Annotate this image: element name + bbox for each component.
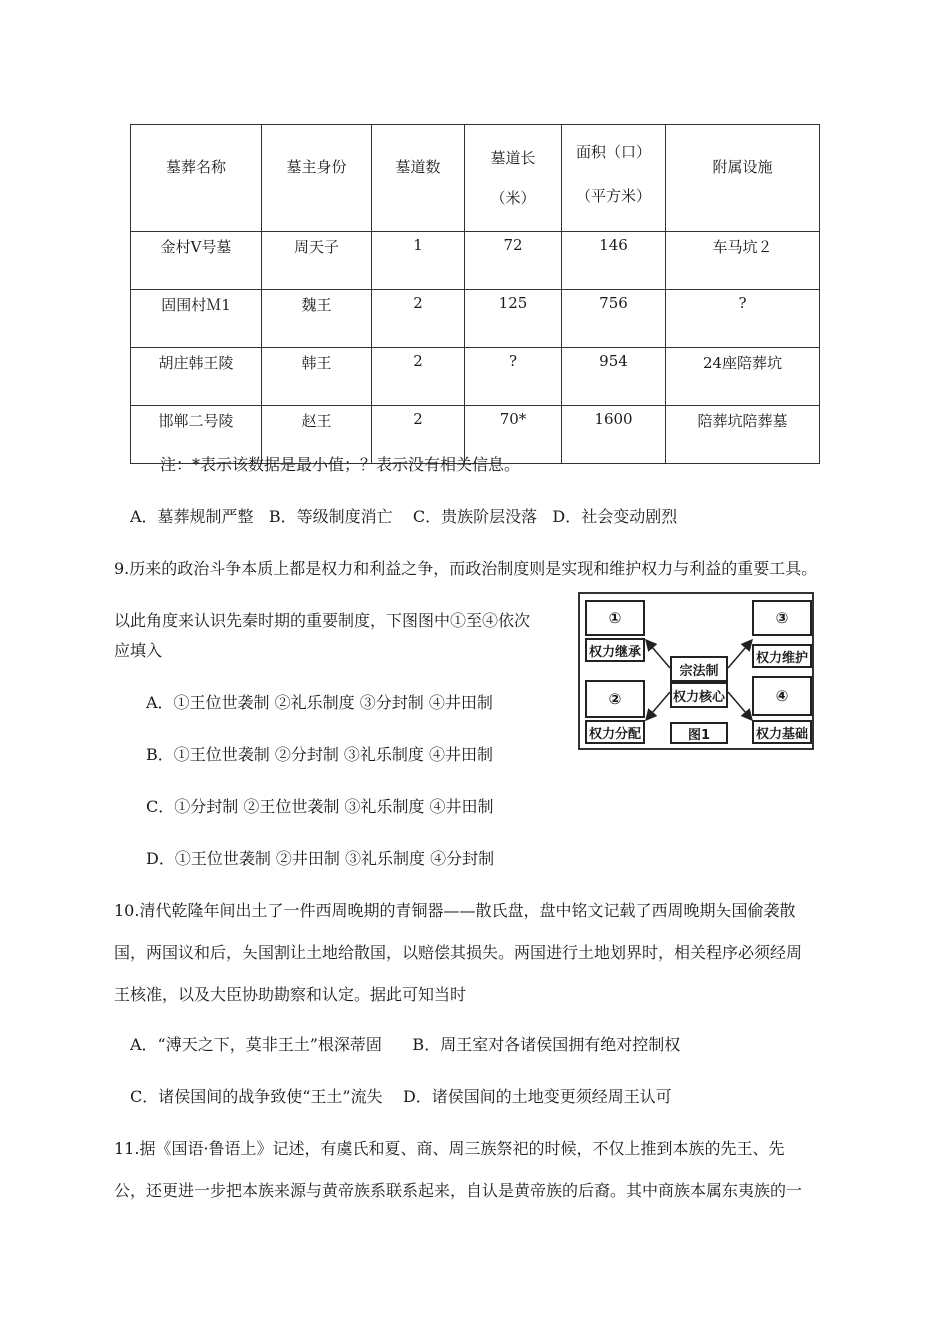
q10-options-ab: A．“溥天之下，莫非王土”根深蒂固 B．周王室对各诸侯国拥有绝对控制权	[130, 1035, 681, 1054]
arrow-to-4	[728, 692, 752, 720]
q10-stem-line2: 国，两国议和后，夨国割让土地给散国，以赔偿其损失。两国进行土地划界时，相关程序必须经周	[114, 943, 803, 962]
diagram-caption: 图1	[670, 722, 728, 744]
tomb-table	[130, 124, 820, 464]
diagram-center-top: 宗法制	[670, 656, 728, 682]
cell-length: ?	[465, 348, 562, 406]
cell-length: 125	[465, 290, 562, 348]
diagram-box-4-number: ④	[752, 676, 812, 716]
header-length-line2: （米）	[490, 189, 536, 207]
diagram-box-2-number: ②	[585, 680, 645, 718]
cell-area: 1600	[562, 406, 666, 464]
arrow-to-1	[646, 640, 670, 668]
cell-identity: 周天子	[262, 232, 372, 290]
q11-stem-line2: 公，还更进一步把本族来源与黄帝族系联系起来，自认是黄帝族的后裔。其中商族本属东夷族的一	[114, 1181, 803, 1200]
cell-name: 金村Ⅴ号墓	[131, 232, 262, 290]
cell-area: 756	[562, 290, 666, 348]
q9-stem-line1: 9.历来的政治斗争本质上都是权力和利益之争，而政治制度则是实现和维护权力与利益的重要工具。	[114, 559, 818, 578]
cell-name: 固围村Ｍ1	[131, 290, 262, 348]
header-area-line1: 面积（口）	[575, 143, 651, 161]
power-diagram	[578, 592, 814, 750]
cell-facilities: 24座陪葬坑	[666, 348, 820, 406]
header-area	[562, 125, 666, 232]
header-passages: 墓道数	[372, 125, 465, 232]
table-row	[131, 348, 820, 406]
cell-facilities: ?	[666, 290, 820, 348]
cell-name: 邯郸二号陵	[131, 406, 262, 464]
q10-options-cd: C．诸侯国间的战争致使“王土”流失 D．诸侯国间的土地变更须经周王认可	[130, 1087, 672, 1106]
q9-option-a: A．①王位世袭制 ②礼乐制度 ③分封制 ④井田制	[146, 693, 493, 712]
cell-name: 胡庄韩王陵	[131, 348, 262, 406]
cell-identity: 韩王	[262, 348, 372, 406]
header-name: 墓葬名称	[131, 125, 262, 232]
table-note: 注：*表示该数据是最小值；？表示没有相关信息。	[160, 455, 521, 474]
q8-options: A．墓葬规制严整 B．等级制度消亡 C．贵族阶层没落 D．社会变动剧烈	[130, 507, 678, 526]
table-row	[131, 232, 820, 290]
arrow-to-2	[646, 692, 670, 720]
diagram-box-3-number: ③	[752, 600, 812, 636]
cell-facilities: 陪葬坑陪葬墓	[666, 406, 820, 464]
q9-option-b: B．①王位世袭制 ②分封制 ③礼乐制度 ④井田制	[146, 745, 494, 764]
diagram-center-bottom: 权力核心	[670, 682, 728, 708]
cell-passages: 2	[372, 406, 465, 464]
cell-facilities: 车马坑２	[666, 232, 820, 290]
arrow-to-3	[728, 640, 752, 668]
table-row	[131, 290, 820, 348]
header-facilities: 附属设施	[666, 125, 820, 232]
q9-stem-line2: 以此角度来认识先秦时期的重要制度，下图图中①至④依次	[114, 611, 531, 630]
q10-stem-line3: 王核准，以及大臣协助勘察和认定。据此可知当时	[114, 985, 467, 1004]
cell-length: 72	[465, 232, 562, 290]
cell-identity: 赵王	[262, 406, 372, 464]
header-length	[465, 125, 562, 232]
table-header-row	[131, 125, 820, 232]
cell-area: 954	[562, 348, 666, 406]
q9-stem-line3: 应填入	[114, 641, 163, 660]
header-area-line2: （平方米）	[575, 187, 651, 205]
q10-stem-line1: 10.清代乾隆年间出土了一件西周晚期的青铜器——散氏盘，盘中铭文记载了西周晚期夨国偷袭散	[114, 901, 796, 920]
cell-passages: 2	[372, 290, 465, 348]
diagram-box-4-label: 权力基础	[752, 720, 812, 744]
header-length-line1: 墓道长	[490, 149, 536, 167]
header-identity: 墓主身份	[262, 125, 372, 232]
q9-option-d: D．①王位世袭制 ②井田制 ③礼乐制度 ④分封制	[146, 849, 495, 868]
diagram-box-1-label: 权力继承	[585, 638, 645, 662]
q11-stem-line1: 11.据《国语·鲁语上》记述，有虞氏和夏、商、周三族祭祀的时候，不仅上推到本族的先王、先	[114, 1139, 785, 1158]
diagram-box-2-label: 权力分配	[585, 720, 645, 744]
q9-option-c: C．①分封制 ②王位世袭制 ③礼乐制度 ④井田制	[146, 797, 494, 816]
cell-identity: 魏王	[262, 290, 372, 348]
cell-passages: 1	[372, 232, 465, 290]
diagram-box-3-label: 权力维护	[752, 644, 812, 668]
cell-passages: 2	[372, 348, 465, 406]
cell-area: 146	[562, 232, 666, 290]
diagram-box-1-number: ①	[585, 600, 645, 636]
cell-length: 70*	[465, 406, 562, 464]
